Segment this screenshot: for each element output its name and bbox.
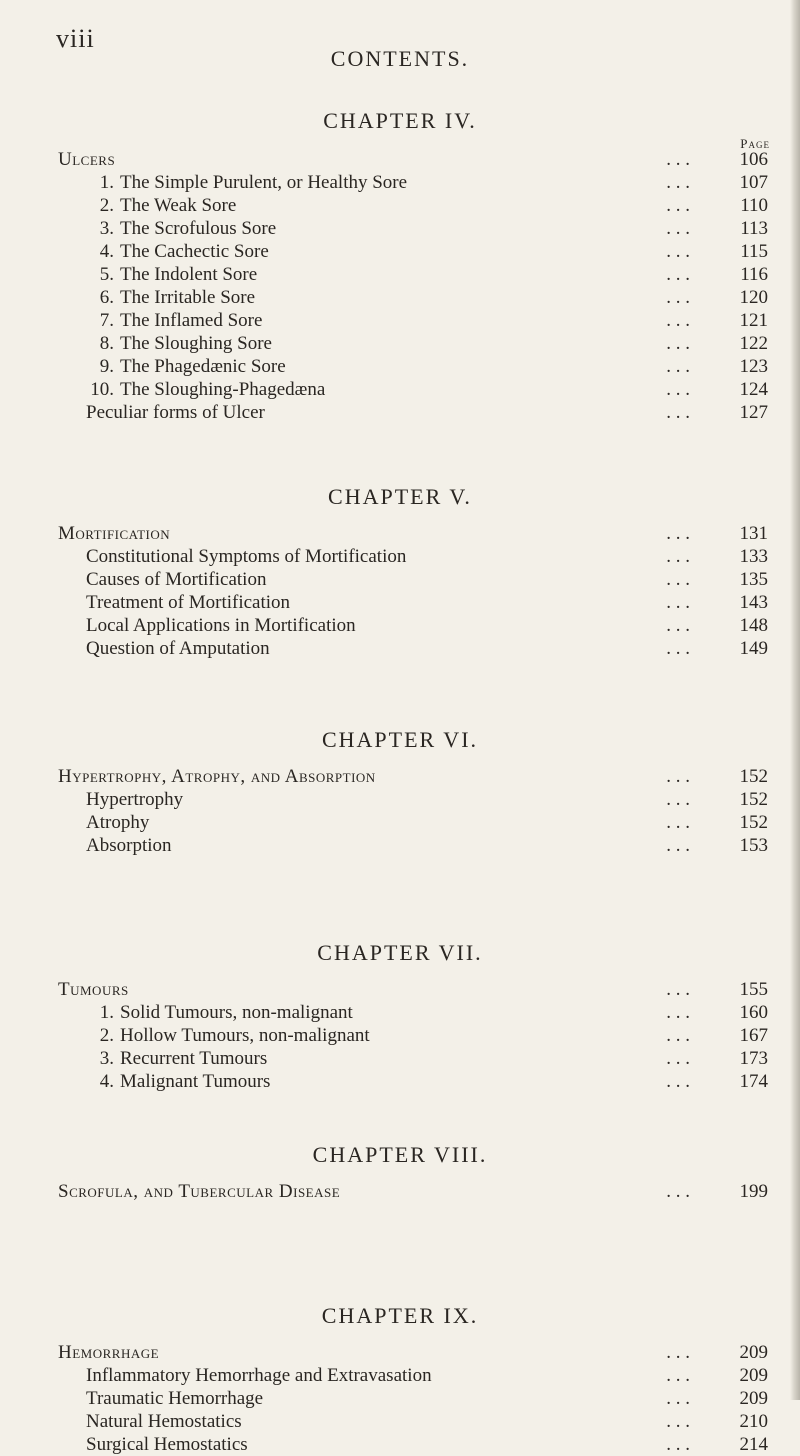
entry-page-number: 116 [740,264,768,285]
toc-entry[interactable] [0,1387,800,1410]
leader-dots: . . . [666,310,690,331]
entry-label [58,978,129,1001]
page-column-header: Page [740,136,770,151]
entry-title: Mortification [58,523,171,544]
toc-entry[interactable] [0,1047,800,1070]
chapter-section [0,480,800,660]
entry-page-number: 127 [739,402,768,423]
leader-dots: . . . [666,1071,690,1092]
toc-entry[interactable] [0,811,800,834]
toc-entry[interactable] [0,1001,800,1024]
entry-title: The Indolent Sore [120,264,258,285]
entry-label [86,568,266,591]
entry-label [86,788,183,811]
leader-dots: . . . [666,1434,690,1455]
leader-dots: . . . [666,333,690,354]
entry-title: Solid Tumours, non-malignant [120,1002,353,1023]
entry-title: Malignant Tumours [120,1071,271,1092]
leader-dots: . . . [666,615,690,636]
chapter-title: CHAPTER VII. [317,940,483,965]
chapter-title: CHAPTER VI. [321,727,479,752]
entry-page-number: 107 [739,172,768,193]
leader-dots: . . . [666,766,690,787]
chapter-section [0,1138,800,1203]
entry-page-number: 124 [739,379,768,400]
leader-dots: . . . [666,523,690,544]
entry-number: 8. [99,333,114,354]
entry-page-number: 199 [739,1181,768,1202]
toc-entry[interactable] [0,378,800,401]
entry-number: 10. [90,379,114,400]
entry-title: Hypertrophy, Atrophy, and Absorption [58,766,376,787]
entry-title: Traumatic Hemorrhage [86,1388,264,1409]
entry-label [86,811,149,834]
entry-title: The Sloughing Sore [120,333,272,354]
toc-entry[interactable] [0,834,800,857]
toc-entry[interactable] [0,788,800,811]
entry-page-number: 214 [739,1434,768,1455]
leader-dots: . . . [666,1048,690,1069]
entry-label [86,309,262,332]
entry-number: 4. [99,1071,114,1092]
entry-label [86,194,236,217]
chapter-section [0,936,800,1093]
leader-dots: . . . [666,1025,690,1046]
toc-entry[interactable] [0,1364,800,1387]
toc-entry[interactable] [0,263,800,286]
leader-dots: . . . [666,1002,690,1023]
entry-title: Tumours [58,979,129,1000]
entry-label [86,1410,242,1433]
leader-dots: . . . [666,1365,690,1386]
toc-main-entry[interactable] [0,1341,800,1364]
entry-title: Ulcers [58,149,116,170]
entry-number: 9. [99,356,114,377]
chapter-title: CHAPTER V. [328,484,472,509]
toc-entry[interactable] [0,1410,800,1433]
entry-title: Surgical Hemostatics [86,1434,248,1455]
toc-entry[interactable] [0,1433,800,1456]
entry-title: The Inflamed Sore [120,310,263,331]
toc-entry[interactable] [0,171,800,194]
entry-title: Hemorrhage [58,1342,160,1363]
entry-title: The Phagedænic Sore [120,356,286,377]
entry-title: Causes of Mortification [86,569,267,590]
entry-title: The Irritable Sore [120,287,256,308]
toc-entry[interactable] [0,309,800,332]
entry-label [86,637,270,660]
leader-dots: . . . [666,638,690,659]
entry-title: The Scrofulous Sore [120,218,277,239]
entry-title: Scrofula, and Tubercular Disease [58,1181,341,1202]
entry-page-number: 110 [740,195,768,216]
leader-dots: . . . [666,835,690,856]
entry-title: The Weak Sore [120,195,237,216]
page-number: viii [56,24,95,53]
entry-label [86,355,286,378]
entry-number: 4. [99,241,114,262]
leader-dots: . . . [666,1181,690,1202]
leader-dots: . . . [666,789,690,810]
entry-label [86,1387,263,1410]
entry-label [86,240,269,263]
entry-page-number: 120 [739,287,768,308]
entry-page-number: 155 [739,979,768,1000]
toc-entry[interactable] [0,637,800,660]
chapter-title: CHAPTER IX. [321,1303,479,1328]
entry-title: Question of Amputation [86,638,270,659]
toc-entry[interactable] [0,614,800,637]
leader-dots: . . . [666,172,690,193]
toc-entry[interactable] [0,217,800,240]
entry-label [86,171,407,194]
entry-label [86,614,356,637]
entry-number: 2. [99,1025,114,1046]
entry-page-number: 133 [739,546,768,567]
running-head [0,24,800,78]
entry-label [86,401,265,424]
entry-label [58,148,115,171]
entry-label [86,378,325,401]
entry-title: Absorption [86,835,172,856]
chapter-title: CHAPTER IV. [323,108,477,133]
entry-number: 6. [99,287,114,308]
entry-label [86,1001,353,1024]
leader-dots: . . . [666,195,690,216]
entry-title: The Sloughing-Phagedæna [120,379,326,400]
entry-page-number: 143 [739,592,768,613]
entry-page-number: 152 [739,789,768,810]
toc-entry[interactable] [0,1024,800,1047]
entry-title: Hollow Tumours, non-malignant [120,1025,370,1046]
toc-entry[interactable] [0,332,800,355]
entry-label [86,545,406,568]
entry-label [86,286,255,309]
entry-title: Atrophy [86,812,150,833]
chapter-section [0,1299,800,1456]
entry-label [58,765,376,788]
entry-page-number: 167 [739,1025,768,1046]
leader-dots: . . . [666,241,690,262]
leader-dots: . . . [666,979,690,1000]
entry-label [86,263,257,286]
leader-dots: . . . [666,812,690,833]
leader-dots: . . . [666,356,690,377]
toc-main-entry[interactable] [0,978,800,1001]
toc-entry[interactable] [0,568,800,591]
entry-number: 2. [99,195,114,216]
entry-page-number: 210 [739,1411,768,1432]
entry-title: Constitutional Symptoms of Mortification [86,546,407,567]
leader-dots: . . . [666,379,690,400]
entry-title: Recurrent Tumours [120,1048,268,1069]
entry-title: Natural Hemostatics [86,1411,242,1432]
entry-label [86,1433,248,1456]
leader-dots: . . . [666,287,690,308]
entry-page-number: 148 [739,615,768,636]
toc-main-entry[interactable] [0,148,800,171]
leader-dots: . . . [666,264,690,285]
entry-label [58,1341,159,1364]
entry-number: 3. [99,218,114,239]
entry-number: 1. [99,1002,114,1023]
entry-page-number: 209 [739,1342,768,1363]
toc-entry[interactable] [0,545,800,568]
entry-title: The Simple Purulent, or Healthy Sore [120,172,408,193]
toc-entry[interactable] [0,240,800,263]
entry-page-number: 174 [739,1071,768,1092]
entry-page-number: 135 [739,569,768,590]
entry-page-number: 160 [739,1002,768,1023]
entry-page-number: 122 [739,333,768,354]
toc-main-entry[interactable] [0,522,800,545]
entry-title: Hypertrophy [86,789,184,810]
toc-entry[interactable] [0,591,800,614]
chapter-title: CHAPTER VIII. [312,1142,488,1167]
entry-title: Inflammatory Hemorrhage and Extravasation [86,1365,432,1386]
leader-dots: . . . [666,218,690,239]
entry-page-number: 113 [740,218,768,239]
entry-number: 3. [99,1048,114,1069]
entry-page-number: 115 [740,241,768,262]
entry-page-number: 149 [739,638,768,659]
toc-entry[interactable] [0,401,800,424]
leader-dots: . . . [666,1342,690,1363]
leader-dots: . . . [666,402,690,423]
entry-label [86,1364,432,1387]
chapter-section [0,104,800,424]
leader-dots: . . . [666,1388,690,1409]
toc-entry[interactable] [0,1070,800,1093]
entry-number: 5. [99,264,114,285]
toc-main-entry[interactable] [0,765,800,788]
leader-dots: . . . [666,592,690,613]
entry-title: Peculiar forms of Ulcer [86,402,265,423]
toc-entry[interactable] [0,286,800,309]
leader-dots: . . . [666,569,690,590]
entry-page-number: 121 [739,310,768,331]
entry-page-number: 153 [739,835,768,856]
entry-page-number: 173 [739,1048,768,1069]
entry-label [58,522,170,545]
entry-page-number: 152 [739,812,768,833]
entry-label [86,834,172,857]
toc-main-entry[interactable] [0,1180,800,1203]
entry-label [86,1047,267,1070]
leader-dots: . . . [666,1411,690,1432]
entry-number: 7. [99,310,114,331]
entry-label [86,332,272,355]
entry-page-number: 106 [739,149,768,170]
entry-label [86,1070,270,1093]
leader-dots: . . . [666,546,690,567]
toc-entry[interactable] [0,194,800,217]
entry-page-number: 209 [739,1365,768,1386]
toc-entry[interactable] [0,355,800,378]
entry-number: 1. [99,172,114,193]
entry-page-number: 123 [739,356,768,377]
entry-title: Treatment of Mortification [86,592,291,613]
entry-label [86,217,276,240]
entry-page-number: 152 [739,766,768,787]
entry-label [58,1180,340,1203]
entry-label [86,1024,370,1047]
running-title: CONTENTS. [330,46,470,71]
entry-title: The Cachectic Sore [120,241,269,262]
entry-label [86,591,290,614]
chapter-section [0,723,800,857]
entry-page-number: 209 [739,1388,768,1409]
leader-dots: . . . [666,149,690,170]
entry-title: Local Applications in Mortification [86,615,356,636]
entry-page-number: 131 [739,523,768,544]
